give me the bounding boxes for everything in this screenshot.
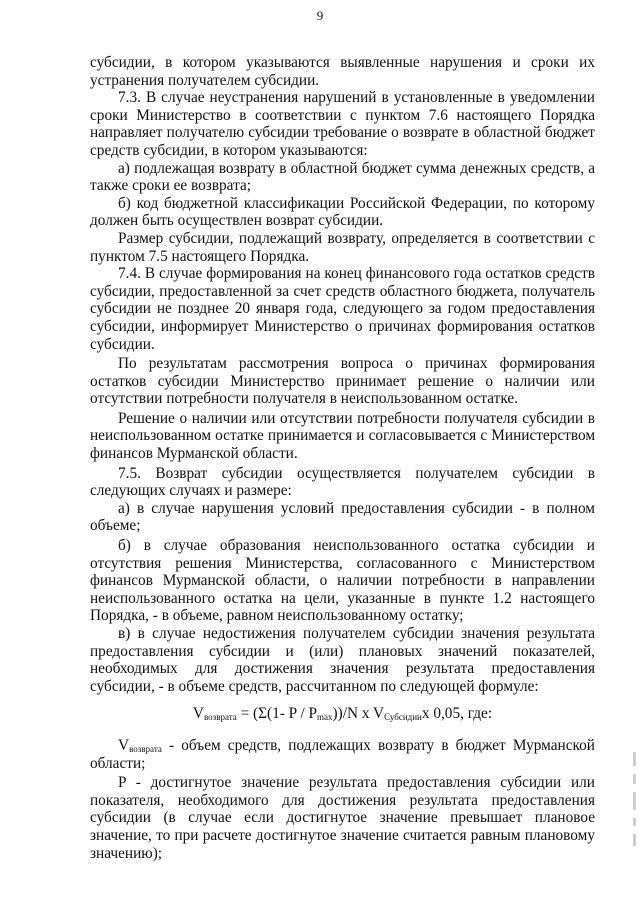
scan-edge-mark: [626, 752, 636, 852]
paragraph-7-3: 7.3. В случае неустранения нарушений в установленные в уведомлении сроки Министерство в соответствии с пунктом 7.6 настоящего Порядка направляет получателю субсидии требование о возврате в областной бюджет средств субсидии, в котором указываются:: [90, 89, 595, 159]
document-body: [90, 54, 595, 862]
paragraph-decision: Решение о наличии или отсутствии потребности получателя субсидии в неиспользованном остатке принимается и согласовывается с Министерством финансов Мурманской области.: [90, 409, 595, 463]
paragraph-review-results: По результатам рассмотрения вопроса о причинах формирования остатков субсидии Министерство принимает решение о наличии или отсутствии потребности получателя в неиспользованном остатке.: [90, 355, 595, 408]
paragraph-7-5: 7.5. Возврат субсидии осуществляется получателем субсидии в следующих случаях и размере:: [90, 464, 595, 500]
page-number: 9: [316, 8, 324, 23]
paragraph-1: субсидии, в котором указываются выявленные нарушения и сроки их устранения получателем субсидии.: [90, 54, 595, 89]
refund-formula: $V_{возврата} = (\Sigma(1-$ P / $P_{max}))/N$ x $V_{Субсидии}x$ 0,05, где:: [192, 705, 493, 723]
paragraph-7-5-b: б) в случае образования неиспользованного остатка субсидии и отсутствия решения Министерства, согласованного с Министерством финансов Мурманской области, о наличии потребности в направлении неиспользованного остатка на цели, указанные в пункте 1.2 настоящего Порядка, - в объеме, равном неиспользованному остатку;: [90, 537, 595, 625]
definition-p: P - достигнутое значение результата предоставления субсидии или показателя, необходимого для достижения результата предоставления субсидии (в случае если достигнутое значение превышает плановое значение, то при расчете достигнутое значение считается равным плановому значению);: [90, 774, 595, 862]
paragraph-7-4: 7.4. В случае формирования на конец финансового года остатков средств субсидии, предоставленной за счет средств областного бюджета, получатель субсидии не позднее 20 января года, следующего за годом предоставления субсидии, информирует Министерство о причинах формирования остатков субсидии.: [90, 265, 595, 353]
paragraph-7-5-a: а) в случае нарушения условий предоставления субсидии - в полном объеме;: [90, 499, 595, 535]
paragraph-7-3-a: а) подлежащая возврату в областной бюджет сумма денежных средств, а также сроки ее возврата;: [90, 159, 595, 195]
paragraph-7-5-v: в) в случае недостижения получателем субсидии значения результата предоставления субсидии и (или) плановых значений показателей, необходимых для достижения значения результата предоставления субсидии, - в объеме средств, рассчитанном по следующей формуле:: [90, 625, 595, 695]
paragraph-refund-size: Размер субсидии, подлежащий возврату, определяется в соответствии с пунктом 7.5 настоящего Порядка.: [90, 229, 595, 265]
definition-v-refund: $V_{возврата}$ - объем средств, подлежащих возврату в бюджет Мурманской области;: [90, 736, 595, 772]
paragraph-7-3-b: б) код бюджетной классификации Российской Федерации, по которому должен быть осуществлен возврат субсидии.: [90, 194, 595, 230]
